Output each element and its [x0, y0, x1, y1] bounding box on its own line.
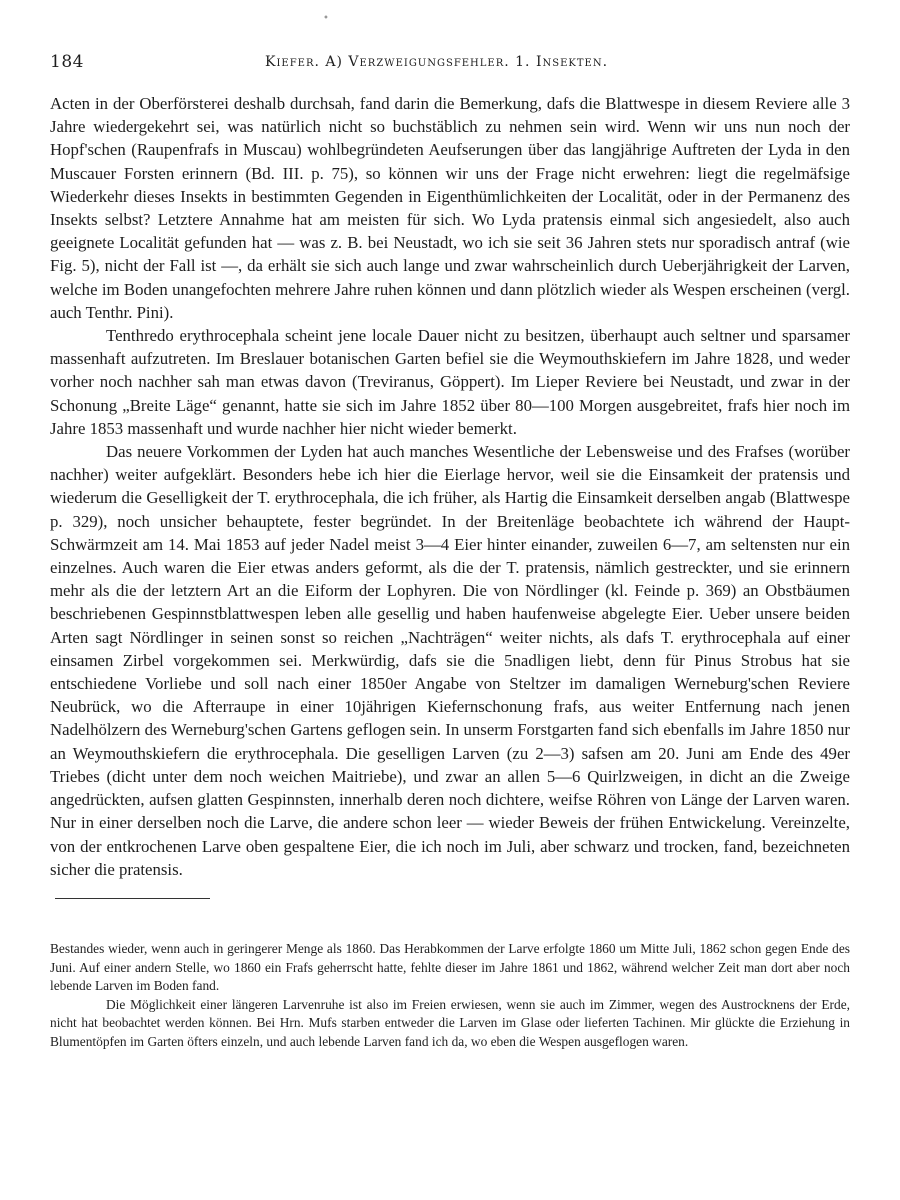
print-mark: •	[323, 13, 330, 24]
footnote-larvenruhe: Die Möglichkeit einer längeren Larvenruhe ist also im Freien erwiesen, wenn sie auch im Zimmer, wegen des Austrocknens der Erde, nicht hat beobachtet werden können. Bei Hrn. Mufs starben entweder die Larven im Glase oder lieferten Tachinen. Mir glückte die Erziehung in Blumentöpfen im Garten öfters einzeln, und auch lebende Larven fand ich da, wo eben die Wespen ausgeflogen waren.	[50, 996, 850, 1049]
footnotes	[50, 940, 850, 1052]
footnote-continuation: Bestandes wieder, wenn auch in geringerer Menge als 1860. Das Herabkommen der Larve erfolgte 1860 um Mitte Juli, 1862 schon gegen Ende des Juni. Auf einer andern Stelle, wo 1860 ein Frafs geherrscht hatte, fehlte dieser im Jahre 1861 und 1862, während welcher Zeit man dort aber noch lebende Larven im Boden fand.	[50, 941, 850, 994]
page-number: 184	[50, 52, 84, 72]
document-page	[50, 13, 850, 1049]
page-header	[50, 13, 850, 80]
paragraph-lyden: Das neuere Vorkommen der Lyden hat auch manches Wesentliche der Lebensweise und des Frafses (worüber nachher) weiter aufgeklärt. Besonders hebe ich hier die Eierlage hervor, weil sie die Einsamkeit der pratensis und wiederum die Geselligkeit der T. erythrocephala, die ich früher, als Hartig die Einsamkeit derselben angab (Blattwespe p. 329), noch unsicher behauptete, fester begründet. In der Breitenläge beobachtete ich während der Haupt-Schwärmzeit am 14. Mai 1853 auf jeder Nadel meist 3—4 Eier hinter einander, zuweilen 6—7, am seltensten nur ein einzelnes. Auch waren die Eier etwas anders geformt, als die der T. pratensis, nämlich gestreckter, und sie erinnern mehr als die der letztern Art an die Eiform der Lophyren. Die von Nördlinger (kl. Feinde p. 369) an Obstbäumen beschriebenen Gespinnstblattwespen leben alle gesellig und haben haufenweise abgelegte Eier. Ueber unsere beiden Arten sagt Nördlinger in seinen sonst so reichen „Nachträgen“ weiter nichts, als dafs T. erythrocephala auf einer einsamen Zirbel vorgekommen sei. Merkwürdig, dafs sie die 5nadligen liebt, denn für Pinus Strobus hat sie entschiedene Vorliebe und soll nach einer 1850er Angabe von Steltzer im damaligen Werneburg'schen Reviere Neubrück, wo die Afterraupe in einer 10jährigen Kiefernschonung frafs, aus weiter Entfernung nach jenen Nadelhölzern des Werneburg'schen Gartens geflogen sein. In unserm Forstgarten fand sich ebenfalls im Jahre 1850 nur an Weymouthskiefern die erythrocephala. Die geselligen Larven (zu 2—3) safsen am 20. Juni am Ende des 49er Triebes (dicht unter dem noch weichen Maitriebe), und zwar an allen 5—6 Quirlzweigen, in dicht an die Zweige angedrückten, aufsen glatten Gespinnsten, innerhalb deren noch dichtere, weifse Röhren von Länge der Larven waren. Nur in einer derselben noch die Larve, die andere schon leer — wieder Beweis der frühen Entwickelung. Vereinzelte, von der entkrochenen Larve oben gespaltene Eier, die ich noch im Juli, aber schwarz und trocken, fand, bezeichneten sicher die pratensis.	[50, 442, 850, 879]
paragraph-continuation: Acten in der Oberförsterei deshalb durchsah, fand darin die Bemerkung, dafs die Blattwespe in diesem Reviere alle 3 Jahre wiedergekehrt sei, was natürlich nicht so buchstäblich zu nehmen sein wird. Wenn wir uns nun noch der Hopf'schen (Raupenfrafs in Muscau) wohlbegründeten Aeufserungen über das langjährige Auftreten der Lyda in den Muscauer Forsten erinnern (Bd. III. p. 75), so können wir uns der Frage nicht erwehren: liegt die regelmäfsige Wiederkehr dieses Insekts in bestimmten Gegenden in Eigenthümlichkeiten der Localität, oder in der Permanenz des Insekts selbst? Letztere Annahme hat am meisten für sich. Wo Lyda pratensis einmal sich angesiedelt, also auch geeignete Localität gefunden hat — was z. B. bei Neustadt, wo ich sie seit 36 Jahren stets nur sporadisch antraf (wie Fig. 5), nicht der Fall ist —, da erhält sie sich auch lange und zwar wahrscheinlich durch Ueberjährigkeit der Larven, welche im Boden unangefochten mehrere Jahre ruhen können und dann plötzlich wieder als Wespen erscheinen (vergl. auch Tenthr. Pini).	[50, 94, 850, 322]
running-head: Kiefer. A) Verzweigungsfehler. 1. Insekten.	[265, 54, 609, 70]
footnote-rule	[55, 898, 210, 899]
main-text	[50, 92, 850, 881]
paragraph-tenthredo: Tenthredo erythrocephala scheint jene locale Dauer nicht zu besitzen, überhaupt auch seltner und sparsamer massenhaft aufzutreten. Im Breslauer botanischen Garten befiel sie die Weymouthskiefern im Jahre 1828, und weder vorher noch nachher sah man etwas davon (Treviranus, Göppert). Im Lieper Reviere bei Neustadt, und zwar in der Schonung „Breite Läge“ genannt, hatte sie sich im Jahre 1852 über 80—100 Morgen ausgebreitet, frafs hier noch im Jahre 1853 massenhaft und wurde nachher hier nicht wieder bemerkt.	[50, 326, 850, 438]
